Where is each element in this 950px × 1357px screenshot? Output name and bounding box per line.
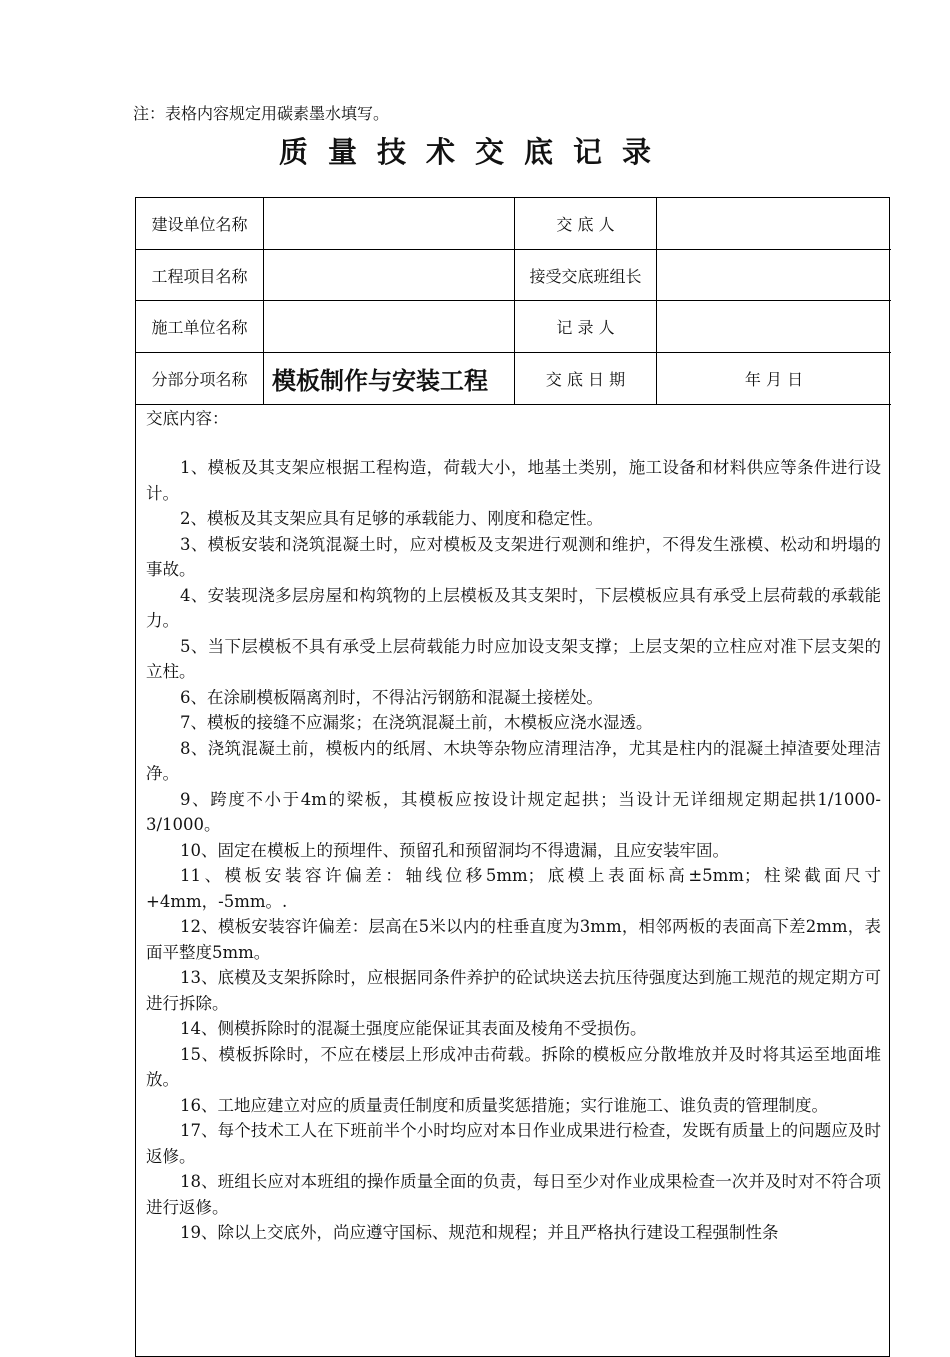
disclosure-items (146, 455, 881, 1246)
list-item: 17、每个技术工人在下班前半个小时均应对本日作业成果进行检查，发既有质量上的问题应及时返修。 (146, 1121, 881, 1166)
list-item: 18、班组长应对本班组的操作质量全面的负责，每日至少对作业成果检查一次并及时对不符合项进行返修。 (146, 1172, 881, 1217)
content-label: 交底内容： (146, 409, 229, 428)
team-leader-field[interactable] (657, 250, 891, 301)
discloser-label-text: 交 底 人 (556, 215, 615, 234)
disclosure-form (135, 197, 890, 1357)
project-name-field[interactable] (264, 250, 515, 301)
list-item: 16、工地应建立对应的质量责任制度和质量奖惩措施；实行谁施工、谁负责的管理制度。 (180, 1095, 828, 1115)
list-item: 15、模板拆除时，不应在楼层上形成冲击荷载。拆除的模板应分散堆放并及时将其运至地面堆放。 (146, 1044, 881, 1089)
list-item: 10、固定在模板上的预埋件、预留孔和预留洞均不得遗漏，且应安装牢固。 (180, 840, 729, 860)
recorder-label (515, 301, 657, 353)
recorder-label-text: 记 录 人 (556, 318, 615, 337)
discloser-field[interactable] (657, 198, 891, 250)
list-item: 2、模板及其支架应具有足够的承载能力、刚度和稳定性。 (180, 509, 603, 528)
list-item: 19、除以上交底外，尚应遵守国标、规范和规程；并且严格执行建设工程强制性条 (180, 1223, 779, 1242)
contractor-label: 施工单位名称 (136, 301, 264, 353)
list-item: 14、侧模拆除时的混凝土强度应能保证其表面及棱角不受损伤。 (180, 1019, 647, 1038)
date-label (515, 353, 657, 405)
subproject-value: 模板制作与安装工程 (272, 367, 488, 395)
list-item: 12、模板安装容许偏差：层高在5米以内的柱垂直度为3mm，相邻两板的表面高下差2mm，表面平整度5mm。 (146, 917, 881, 962)
list-item: 3、模板安装和浇筑混凝土时，应对模板及支架进行观测和维护，不得发生涨模、松动和坍塌的事故。 (146, 534, 881, 579)
construction-unit-field[interactable] (264, 198, 515, 250)
list-item: 6、在涂刷模板隔离剂时，不得沾污钢筋和混凝土接槎处。 (180, 687, 603, 707)
list-item: 9、跨度不小于4m的梁板，其模板应按设计规定起拱；当设计无详细规定期起拱1/1000-3/1000。 (146, 789, 881, 834)
discloser-label (515, 198, 657, 250)
document-title-text: 质量技术交底记录 (278, 135, 671, 169)
contractor-field[interactable] (264, 301, 515, 353)
date-field[interactable] (657, 353, 891, 405)
ink-note: 注：表格内容规定用碳素墨水填写。 (133, 104, 390, 123)
date-label-text: 交 底 日 期 (545, 370, 626, 389)
subproject-field[interactable] (264, 353, 515, 405)
list-item: 5、当下层模板不具有承受上层荷载能力时应加设支架支撑；上层支架的立柱应对准下层支架的立柱。 (146, 636, 881, 681)
list-item: 13、底模及支架拆除时，应根据同条件养护的砼试块送去抗压待强度达到施工规范的规定期方可进行拆除。 (146, 968, 881, 1013)
disclosure-content (146, 405, 881, 1246)
list-item: 4、安装现浇多层房屋和构筑物的上层模板及其支架时，下层模板应具有承受上层荷载的承载能力。 (146, 585, 881, 630)
date-value: 年 月 日 (744, 370, 804, 389)
subproject-label: 分部分项名称 (136, 353, 264, 405)
team-leader-label: 接受交底班组长 (515, 250, 657, 301)
construction-unit-label: 建设单位名称 (136, 198, 264, 250)
document-title (0, 130, 950, 171)
list-item: 11、模板安装容许偏差：轴线位移5mm；底模上表面标高±5mm；柱梁截面尺寸+4mm，-5mm。. (146, 866, 881, 911)
list-item: 1、模板及其支架应根据工程构造，荷载大小，地基土类别，施工设备和材料供应等条件进行设计。 (146, 458, 881, 503)
project-name-label: 工程项目名称 (136, 250, 264, 301)
list-item: 7、模板的接缝不应漏浆；在浇筑混凝土前，木模板应浇水湿透。 (180, 713, 653, 732)
recorder-field[interactable] (657, 301, 891, 353)
list-item: 8、浇筑混凝土前，模板内的纸屑、木块等杂物应清理洁净，尤其是柱内的混凝土掉渣要处理洁净。 (146, 738, 881, 783)
